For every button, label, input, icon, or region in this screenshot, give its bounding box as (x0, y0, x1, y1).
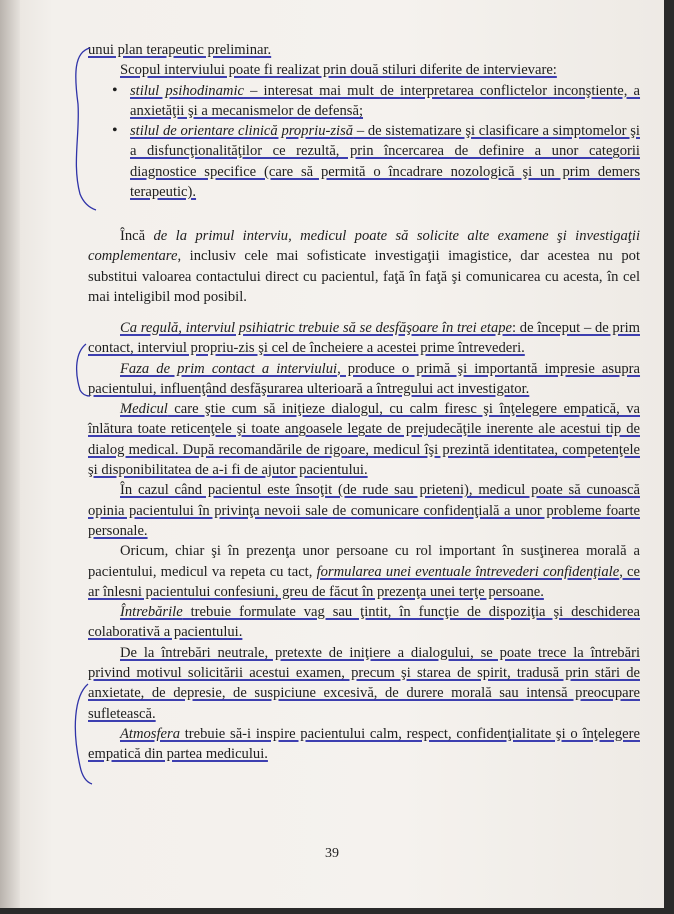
margin-bracket-mark (64, 340, 94, 400)
styles-list (102, 81, 640, 203)
paragraph-first-contact: Faza de prim contact a interviului, produce o primă şi importantă impresie asupra pacientului, influenţând desfăşurarea ulterioară a întregului act investigator. (88, 360, 641, 397)
margin-bracket-mark (60, 44, 100, 214)
list-item: • stilul de orientare clinică propriu-zisă – de sistematizare şi clasificare a simptomelor şi a disfuncţionalităţilor ce rezultă, prin încercarea de definire a unor categorii diagnostice specifice (care să permită o încadrare nozologică şi un prim demers terapeutic). (102, 121, 640, 202)
paragraph-three-stages: Ca regulă, interviul psihiatric trebuie să se desfăşoare în trei etape: de început – de prim contact, interviul propriu-zis şi cel de încheiere a acestei prime întrevederi. (88, 320, 640, 357)
paragraph-confidential: Oricum, chiar şi în prezenţa unor persoane cu rol important în susţinerea morală a pacientului, medicul va repeta cu tact, formularea unei eventuale întrevederi confidenţiale, ce ar înlesni pacientului confesiuni, greu de făcut în prezenţa unei terţe persoane. (88, 543, 641, 600)
paragraph-accompanied: În cazul când pacientul este însoţit (de rude sau prieteni), medicul poate să cunoască opinia pacientului în privinţa nevoii sale de comunicare confidenţială a unor probleme foarte personale. (88, 482, 640, 539)
list-item: • stilul psihodinamic – interesat mai mult de interpretarea conflictelor inconştiente, a anxietăţii şi a mecanismelor de defensă; (102, 81, 640, 122)
paragraph-complementary-exams: Încă de la primul interviu, medicul poate să solicite alte examene şi investigaţii complementare, inclusiv cele mai sofisticate investigaţii imagistice, dar acestea nu pot substitui valoarea contactului direct cu pacientul, faţă în faţă şi comunicarea cu acesta, în cel mai inteligibil mod posibil. (88, 228, 640, 305)
paragraph-styles-intro: Scopul interviului poate fi realizat prin două stiluri diferite de intervievare: (120, 62, 557, 79)
paragraph-atmosphere: Atmosfera trebuie să-i inspire pacientului calm, respect, confidenţialitate şi o înţelegere empatică din partea medicului. (88, 725, 640, 763)
section-interview-stages (88, 318, 640, 765)
paragraph-continuation: unui plan terapeutic preliminar. (88, 42, 272, 58)
section-interview-styles (88, 40, 640, 202)
page-number: 39 (325, 846, 339, 861)
book-gutter (0, 0, 20, 908)
paragraph-physician: Medicul care ştie cum să iniţieze dialogul, cu calm firesc şi înţelegere empatică, va înlătura toate reticenţele şi toate angoasele legate de prejudecăţile inerente ale acestui tip de dialog medical. După recomandările de rigoare, medicul îşi prezintă identitatea, competenţele şi disponibilitatea de a-i fi de ajutor pacientului. (88, 401, 640, 479)
paragraph-neutral-questions: De la întrebări neutrale, pretexte de iniţiere a dialogului, se poate trece la întrebări privind motivul solicitării acestui examen, precum şi starea de spirit, tradusă prin stări de anxietate, de depresie, de suspiciune excesivă, de durere morală sau intensă preocupare sufletească. (88, 644, 640, 722)
paragraph-questions: Întrebările trebuie formulate vag sau ţintit, în funcţie de dispoziţia şi deschiderea colaborativă a pacientului. (88, 604, 640, 641)
margin-bracket-mark (64, 680, 94, 790)
